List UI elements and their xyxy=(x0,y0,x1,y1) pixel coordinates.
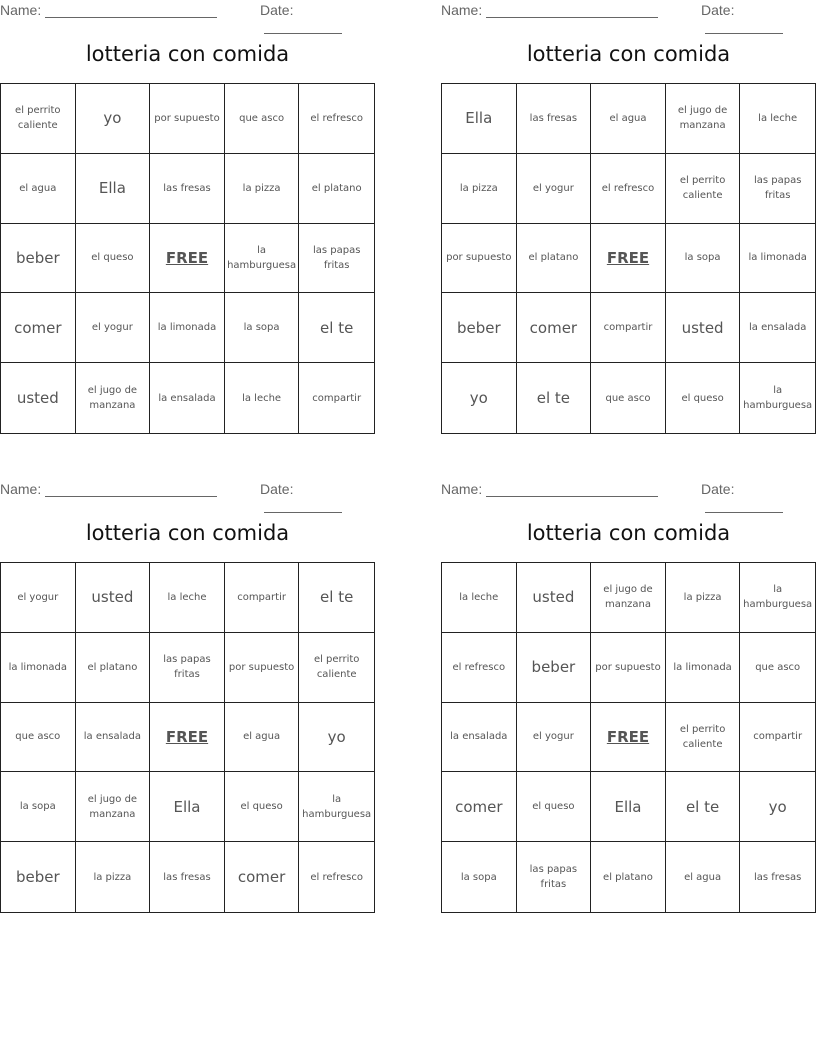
bingo-cell: la sopa xyxy=(442,842,517,912)
bingo-cell: las papas fritas xyxy=(517,842,592,912)
bingo-cell: las papas fritas xyxy=(740,154,815,224)
bingo-cell: el platano xyxy=(299,154,374,224)
bingo-cell: el perrito caliente xyxy=(1,84,76,154)
card-header xyxy=(0,2,375,22)
date-blank-line xyxy=(264,500,342,513)
bingo-cell: el refresco xyxy=(442,633,517,703)
bingo-cell: la sopa xyxy=(666,224,741,294)
bingo-cell: la pizza xyxy=(225,154,300,224)
bingo-cell: la leche xyxy=(150,563,225,633)
bingo-cell: yo xyxy=(740,772,815,842)
bingo-cell: la ensalada xyxy=(442,703,517,773)
bingo-cell: por supuesto xyxy=(225,633,300,703)
bingo-cell: el agua xyxy=(666,842,741,912)
bingo-cell: usted xyxy=(666,293,741,363)
bingo-cell: que asco xyxy=(740,633,815,703)
card-title: lotteria con comida xyxy=(526,42,731,66)
card-title: lotteria con comida xyxy=(526,521,731,545)
bingo-cell: beber xyxy=(517,633,592,703)
bingo-card-2 xyxy=(441,0,816,434)
bingo-cell: el te xyxy=(517,363,592,433)
name-label: Name: xyxy=(441,481,483,497)
bingo-cell: las papas fritas xyxy=(150,633,225,703)
bingo-cell: el queso xyxy=(666,363,741,433)
name-label: Name: xyxy=(441,2,483,18)
bingo-cell: yo xyxy=(76,84,151,154)
bingo-cell: la pizza xyxy=(442,154,517,224)
card-title: lotteria con comida xyxy=(85,521,290,545)
bingo-cell: el yogur xyxy=(76,293,151,363)
bingo-cell: el te xyxy=(299,563,374,633)
bingo-cell: el perrito caliente xyxy=(299,633,374,703)
bingo-cell: la hamburguesa xyxy=(743,385,813,412)
bingo-grid xyxy=(441,562,816,913)
bingo-grid xyxy=(0,83,375,434)
bingo-cell: el agua xyxy=(591,84,666,154)
bingo-cell: las papas fritas xyxy=(299,224,374,294)
bingo-cell: la limonada xyxy=(666,633,741,703)
card-header xyxy=(0,481,375,501)
bingo-cell: la ensalada xyxy=(740,293,815,363)
bingo-cell: beber xyxy=(442,293,517,363)
bingo-cell: Ella xyxy=(591,772,666,842)
bingo-cell: Ella xyxy=(76,154,151,224)
bingo-cell: comer xyxy=(442,772,517,842)
bingo-cell: usted xyxy=(517,563,592,633)
date-blank-line xyxy=(705,21,783,34)
name-label: Name: xyxy=(0,2,42,18)
bingo-cell: el yogur xyxy=(517,703,592,773)
card-header xyxy=(441,481,816,501)
bingo-cell: compartir xyxy=(740,703,815,773)
name-blank-line xyxy=(45,484,217,497)
bingo-cell: yo xyxy=(442,363,517,433)
bingo-cell: la sopa xyxy=(1,772,76,842)
bingo-cell: el jugo de manzana xyxy=(666,84,741,154)
date-label: Date: xyxy=(260,481,294,497)
bingo-cell: la limonada xyxy=(150,293,225,363)
bingo-cell: las fresas xyxy=(517,84,592,154)
bingo-cell: Ella xyxy=(442,84,517,154)
bingo-cell: el refresco xyxy=(591,154,666,224)
bingo-cell: beber xyxy=(1,224,76,294)
bingo-cell: la limonada xyxy=(1,633,76,703)
bingo-cell: el jugo de manzana xyxy=(76,363,151,433)
card-header xyxy=(441,2,816,22)
bingo-cell: usted xyxy=(76,563,151,633)
bingo-cell: el yogur xyxy=(1,563,76,633)
bingo-cell: compartir xyxy=(225,563,300,633)
bingo-cell: comer xyxy=(517,293,592,363)
bingo-cell: que asco xyxy=(225,84,300,154)
bingo-cell: la leche xyxy=(740,84,815,154)
bingo-cell: Ella xyxy=(150,772,225,842)
bingo-cell: las fresas xyxy=(150,154,225,224)
bingo-cell: el perrito caliente xyxy=(666,703,741,773)
bingo-cell: el refresco xyxy=(299,84,374,154)
bingo-cell: usted xyxy=(1,363,76,433)
bingo-cell: el yogur xyxy=(517,154,592,224)
bingo-cell: el queso xyxy=(517,772,592,842)
card-title: lotteria con comida xyxy=(85,42,290,66)
bingo-cell: el platano xyxy=(517,224,592,294)
bingo-cell: comer xyxy=(225,842,300,912)
bingo-cell: el queso xyxy=(76,224,151,294)
bingo-cell: beber xyxy=(1,842,76,912)
bingo-cell: por supuesto xyxy=(150,84,225,154)
bingo-cell: el queso xyxy=(225,772,300,842)
name-blank-line xyxy=(486,5,658,18)
bingo-cell: compartir xyxy=(312,392,362,404)
date-label: Date: xyxy=(701,481,735,497)
bingo-cell: la leche xyxy=(442,563,517,633)
bingo-cell: el refresco xyxy=(310,871,363,883)
bingo-cell: el perrito caliente xyxy=(666,154,741,224)
free-space: FREE xyxy=(591,703,666,773)
bingo-cell: las fresas xyxy=(753,871,802,883)
bingo-cell: que asco xyxy=(591,363,666,433)
free-space: FREE xyxy=(591,224,666,294)
bingo-cell: la hamburguesa xyxy=(740,563,815,633)
bingo-grid xyxy=(0,562,375,913)
free-space: FREE xyxy=(150,703,225,773)
date-blank-line xyxy=(264,21,342,34)
bingo-cell: yo xyxy=(299,703,374,773)
bingo-card-3 xyxy=(0,479,375,913)
bingo-card-1 xyxy=(0,0,375,434)
bingo-cell: que asco xyxy=(1,703,76,773)
date-blank-line xyxy=(705,500,783,513)
bingo-card-4 xyxy=(441,479,816,913)
bingo-cell: el agua xyxy=(1,154,76,224)
free-space: FREE xyxy=(150,224,225,294)
bingo-cell: por supuesto xyxy=(442,224,517,294)
bingo-cell: la leche xyxy=(225,363,300,433)
bingo-cell: el agua xyxy=(225,703,300,773)
bingo-cell: el jugo de manzana xyxy=(76,772,151,842)
bingo-cell: las fresas xyxy=(150,842,225,912)
bingo-cell: el platano xyxy=(591,842,666,912)
bingo-cell: comer xyxy=(1,293,76,363)
bingo-cell: la hamburguesa xyxy=(299,772,374,842)
bingo-cell: la sopa xyxy=(225,293,300,363)
bingo-cell: la ensalada xyxy=(150,363,225,433)
bingo-cell: el platano xyxy=(76,633,151,703)
bingo-cell: la limonada xyxy=(740,224,815,294)
date-label: Date: xyxy=(701,2,735,18)
name-blank-line xyxy=(486,484,658,497)
bingo-cell: la pizza xyxy=(76,842,151,912)
name-label: Name: xyxy=(0,481,42,497)
bingo-cell: por supuesto xyxy=(591,633,666,703)
bingo-cell: el jugo de manzana xyxy=(591,563,666,633)
bingo-cell: la ensalada xyxy=(76,703,151,773)
bingo-cell: la pizza xyxy=(666,563,741,633)
name-blank-line xyxy=(45,5,217,18)
date-label: Date: xyxy=(260,2,294,18)
bingo-cell: compartir xyxy=(591,293,666,363)
bingo-cell: el te xyxy=(299,293,374,363)
bingo-grid xyxy=(441,83,816,434)
bingo-cell: la hamburguesa xyxy=(225,224,300,294)
bingo-cell: el te xyxy=(666,772,741,842)
